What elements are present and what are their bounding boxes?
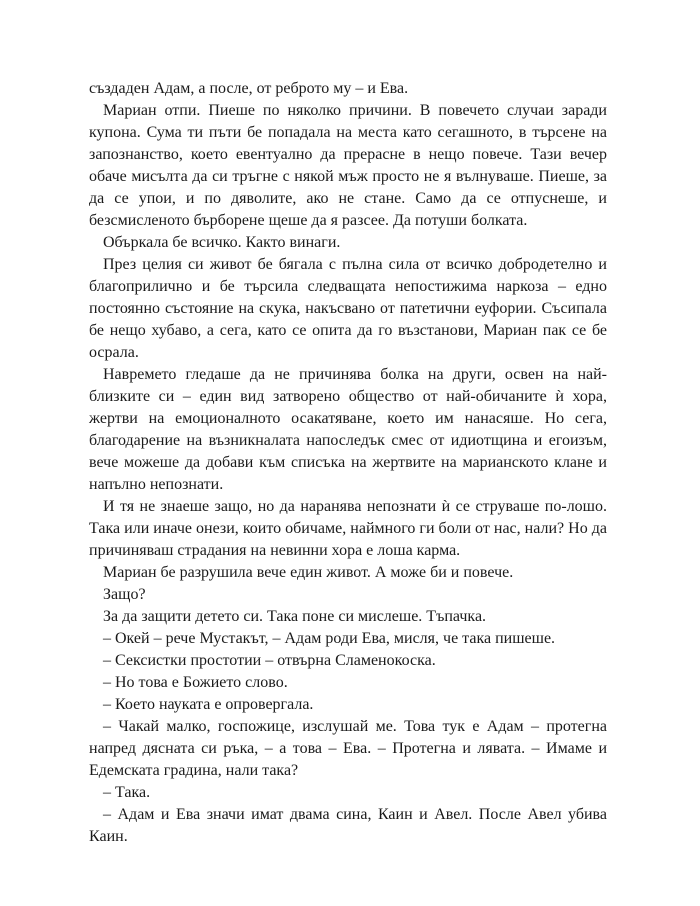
paragraph: – Адам и Ева значи имат двама сина, Каин и Авел. После Авел убива Каин. [89,806,607,845]
paragraph: Мариан отпи. Пиеше по няколко причини. В повечето случаи заради купона. Сума ти пъти бе попадала на места като сегашното, в търсене на запознанство, което евентуално да прерасне в нещо повече. Тази вечер обаче мисълта да си тръгне с някой мъж просто не я вълнуваше. Пиеше, за да се упои, и по дяволите, ако не стане. Само да се отпуснеше, и безсмисленото бърборене щеше да я разсее. Да потуши болката. [89,102,607,229]
paragraph: През целия си живот бе бягала с пълна сила от всичко добродетелно и благоприлично и бе търсила следващата непостижима наркоза – едно постоянно състояние на скука, накъсвано от патетични еуфории. Съсипала бе нещо хубаво, а сега, като се опита да го възстанови, Мариан пак се бе осрала. [89,256,607,361]
paragraph: – Сексистки простотии – отвърна Сламенокоска. [103,652,436,669]
paragraph: Мариан бе разрушила вече един живот. А може би и повече. [103,564,514,581]
paragraph: Защо? [103,586,146,603]
paragraph: За да защити детето си. Така поне си мислеше. Тъпачка. [103,608,487,625]
paragraph: И тя не знаеше защо, но да наранява непознати ѝ се струваше по-лошо. Така или иначе онези, които обичаме, наймного ги боли от нас, нали? Но да причиняваш страдания на невинни хора е лоша карма. [89,498,607,559]
paragraph: – Което науката е опровергала. [103,696,314,713]
paragraph: създаден Адам, а после, от реброто му – и Ева. [89,80,409,97]
paragraph: Навремето гледаше да не причинява болка на други, освен на най-близките си – един вид затворено общество от най-обичаните ѝ хора, жертви на емоционалното осакатяване, което им нанасяше. Но сега, благодарение на възникналата напоследък смес от идиотщина и егоизъм, вече можеше да добави към списъка на жертвите на марианското клане и напълно непознати. [89,366,607,493]
paragraph: – Окей – рече Мустакът, – Адам роди Ева, мисля, че така пишеше. [103,630,556,647]
paragraph: Объркала бе всичко. Както винаги. [103,234,341,251]
book-page [89,78,607,848]
paragraph: – Така. [103,784,151,801]
paragraph: – Чакай малко, госпожице, изслушай ме. Това тук е Адам – протегна напред дясната си ръка, – а това – Ева. – Протегна и лявата. – Имаме и Едемската градина, нали така? [89,718,607,779]
paragraph: – Но това е Божието слово. [103,674,288,691]
